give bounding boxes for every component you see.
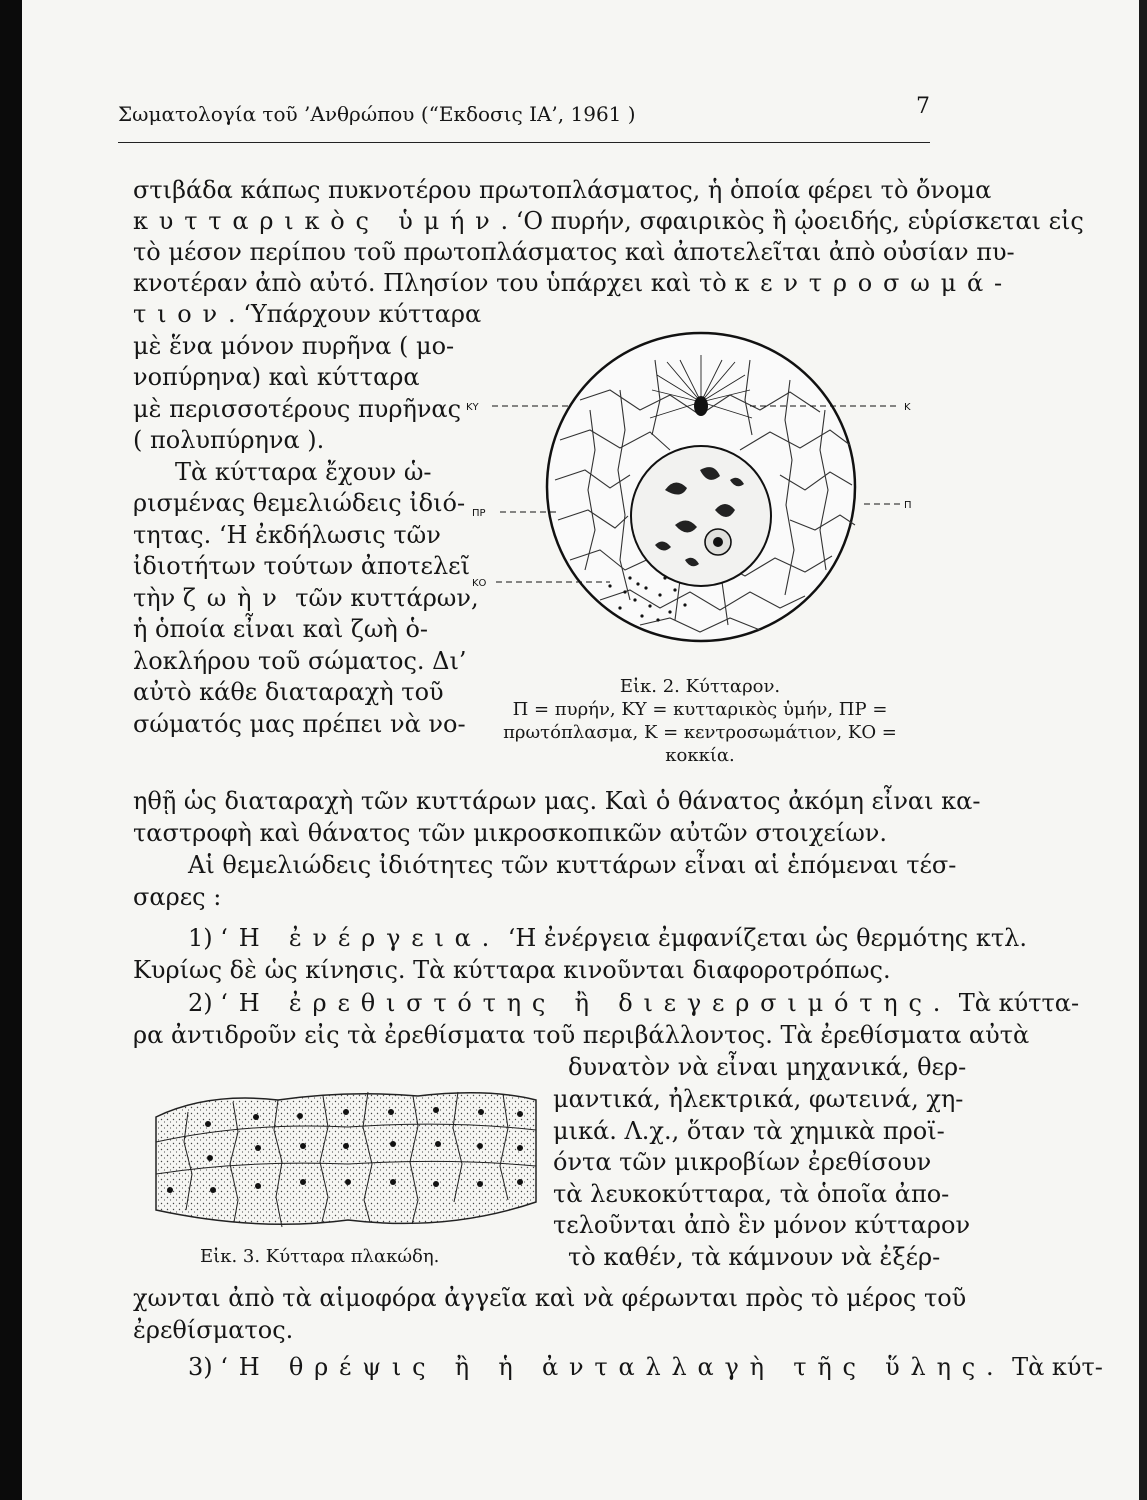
text-line: τητας. ‘Η ἐκδήλωσις τῶν xyxy=(133,521,441,549)
text-line: χωνται ἀπὸ τὰ αἱμοφόρα ἀγγεῖα καὶ νὰ φέρωνται πρὸς τὸ μέρος τοῦ xyxy=(133,1284,967,1312)
figure2-caption-line: πρωτόπλασμα, Κ = κεντροσωμάτιον, ΚΟ = xyxy=(503,722,897,743)
text-line: μὲ περισσοτέρους πυρῆνας xyxy=(133,395,462,423)
spaced-term: κυτταρικὸς ὑμήν xyxy=(133,207,501,235)
scan-edge-left xyxy=(0,0,22,1500)
text-line: ρα ἀντιδροῦν εἰς τὰ ἐρεθίσματα τοῦ περιβάλλοντος. Τὰ ἐρεθίσματα αὐτὰ xyxy=(133,1021,1030,1049)
text-line: τὸ καθέν, τὰ κάμνουν νὰ ἐξέρ- xyxy=(568,1243,941,1271)
text-run: . ‘Ο πυρήν, σφαιρικὸς ἢ ᾠοειδής, εὑρίσκεται εἰς xyxy=(500,207,1084,235)
label-p: Π xyxy=(904,500,912,511)
text-line xyxy=(133,206,1084,236)
text-line: αὐτὸ κάθε διαταραχὴ τοῦ xyxy=(133,678,444,706)
text-line xyxy=(133,583,479,615)
text-line: τὰ λευκοκύτταρα, τὰ ὁποῖα ἀπο- xyxy=(553,1180,950,1208)
list-item xyxy=(188,923,1027,953)
text-run: Τὰ κύτ- xyxy=(1012,1353,1103,1381)
text-line: στιβάδα κάπως πυκνοτέρου πρωτοπλάσματος, ἡ ὁποία φέρει τὸ ὄνομα xyxy=(133,176,992,204)
spaced-term: κεντροσωμά- xyxy=(734,269,1013,297)
text-line: Αἱ θεμελιώδεις ἰδιότητες τῶν κυττάρων εἶναι αἱ ἑπόμεναι τέσ- xyxy=(188,851,957,879)
text-line: ἡ ὁποία εἶναι καὶ ζωὴ ὁ- xyxy=(133,615,428,643)
spaced-term: ‘Η ἐνέργεια. xyxy=(220,924,501,952)
text-line: μαντικά, ἠλεκτρικά, φωτεινά, χη- xyxy=(553,1085,964,1113)
spaced-term: τιον xyxy=(133,300,228,328)
text-line: σαρες : xyxy=(133,883,222,911)
list-item xyxy=(188,1352,1103,1382)
header-title: Σωματολογία τοῦ ’Ανθρώπου (“Εκδοσις ΙΑ’, 1961 ) xyxy=(118,102,636,126)
text-line: Τὰ κύτταρα ἔχουν ὡ- xyxy=(175,458,432,486)
text-line: λοκλήρου τοῦ σώματος. Δι’ xyxy=(133,647,467,675)
list-item xyxy=(188,988,1079,1018)
label-ky: ΚΥ xyxy=(466,402,479,413)
label-ko: ΚΟ xyxy=(472,578,487,589)
text-line: μὲ ἕνα μόνον πυρῆνα ( μο- xyxy=(133,332,455,360)
text-line: μικά. Λ.χ., ὅταν τὰ χημικὰ προϊ- xyxy=(553,1117,945,1145)
text-line: τελοῦνται ἀπὸ ἓν μόνον κύτταρον xyxy=(553,1211,971,1239)
text-run: τῶν κυττάρων, xyxy=(295,584,479,612)
text-line xyxy=(133,268,1013,298)
label-pr: ΠΡ xyxy=(472,508,486,519)
text-line xyxy=(133,299,481,329)
text-line: δυνατὸν νὰ εἶναι μηχανικά, θερ- xyxy=(568,1053,967,1081)
text-line: τὸ μέσον περίπου τοῦ πρωτοπλάσματος καὶ ἀποτελεῖται ἀπὸ οὐσίαν πυ- xyxy=(133,238,1015,266)
list-number: 2) xyxy=(188,989,213,1017)
text-line: ταστροφὴ καὶ θάνατος τῶν μικροσκοπικῶν αὐτῶν στοιχείων. xyxy=(133,819,888,847)
text-line: σώματός μας πρέπει νὰ νο- xyxy=(133,710,466,738)
spaced-term: ‘Η ἐρεθιστότης ἢ διεγερσιμότης. xyxy=(220,989,952,1017)
text-run: ‘Η ἐνέργεια ἐμφανίζεται ὡς θερμότης κτλ. xyxy=(507,924,1027,952)
text-line: νοπύρηνα) καὶ κύτταρα xyxy=(133,363,420,391)
figure3-caption: Εἰκ. 3. Κύτταρα πλακώδη. xyxy=(200,1246,440,1267)
spaced-term: ζωὴν xyxy=(182,584,288,612)
text-run: κνοτέραν ἀπὸ αὐτό. Πλησίον του ὑπάρχει καὶ τὸ xyxy=(133,269,727,297)
text-line: όντα τῶν μικροβίων ἐρεθίσουν xyxy=(553,1148,932,1176)
header-rule xyxy=(118,142,930,143)
text-line: ρισμένας θεμελιώδεις ἰδιό- xyxy=(133,489,466,517)
scan-edge-right xyxy=(1139,0,1147,1500)
figure2-caption-line: Π = πυρήν, ΚΥ = κυτταρικὸς ὑμήν, ΠΡ = xyxy=(512,699,888,720)
spaced-term: ‘Η θρέψις ἢ ἡ ἀνταλλαγὴ τῆς ὕλης. xyxy=(220,1353,1005,1381)
page-number: 7 xyxy=(916,94,930,119)
text-run: . ‘Υπάρχουν κύτταρα xyxy=(227,300,482,328)
text-run: Τὰ κύττα- xyxy=(958,989,1080,1017)
text-line: ἐρεθίσματος. xyxy=(133,1316,294,1344)
text-line: ἰδιοτήτων τούτων ἀποτελεῖ xyxy=(133,552,471,580)
squamous-cells-illustration xyxy=(148,1082,543,1237)
text-run: τὴν xyxy=(133,584,176,612)
list-number: 1) xyxy=(188,924,213,952)
text-line: ( πολυπύρηνα ). xyxy=(133,426,325,454)
text-line: Κυρίως δὲ ὡς κίνησις. Τὰ κύτταρα κινοῦνται διαφοροτρόπως. xyxy=(133,956,891,984)
text-line: ηθῇ ὡς διαταραχὴ τῶν κυττάρων μας. Καὶ ὁ θάνατος ἀκόμη εἶναι κα- xyxy=(133,787,981,815)
figure2-caption-line: κοκκία. xyxy=(665,745,735,766)
figure2-caption-title: Εἰκ. 2. Κύτταρον. xyxy=(619,676,781,697)
running-header xyxy=(118,94,930,148)
list-number: 3) xyxy=(188,1353,213,1381)
figure2-caption xyxy=(470,675,930,767)
label-k: Κ xyxy=(904,402,911,413)
cell-diagram xyxy=(460,320,930,680)
